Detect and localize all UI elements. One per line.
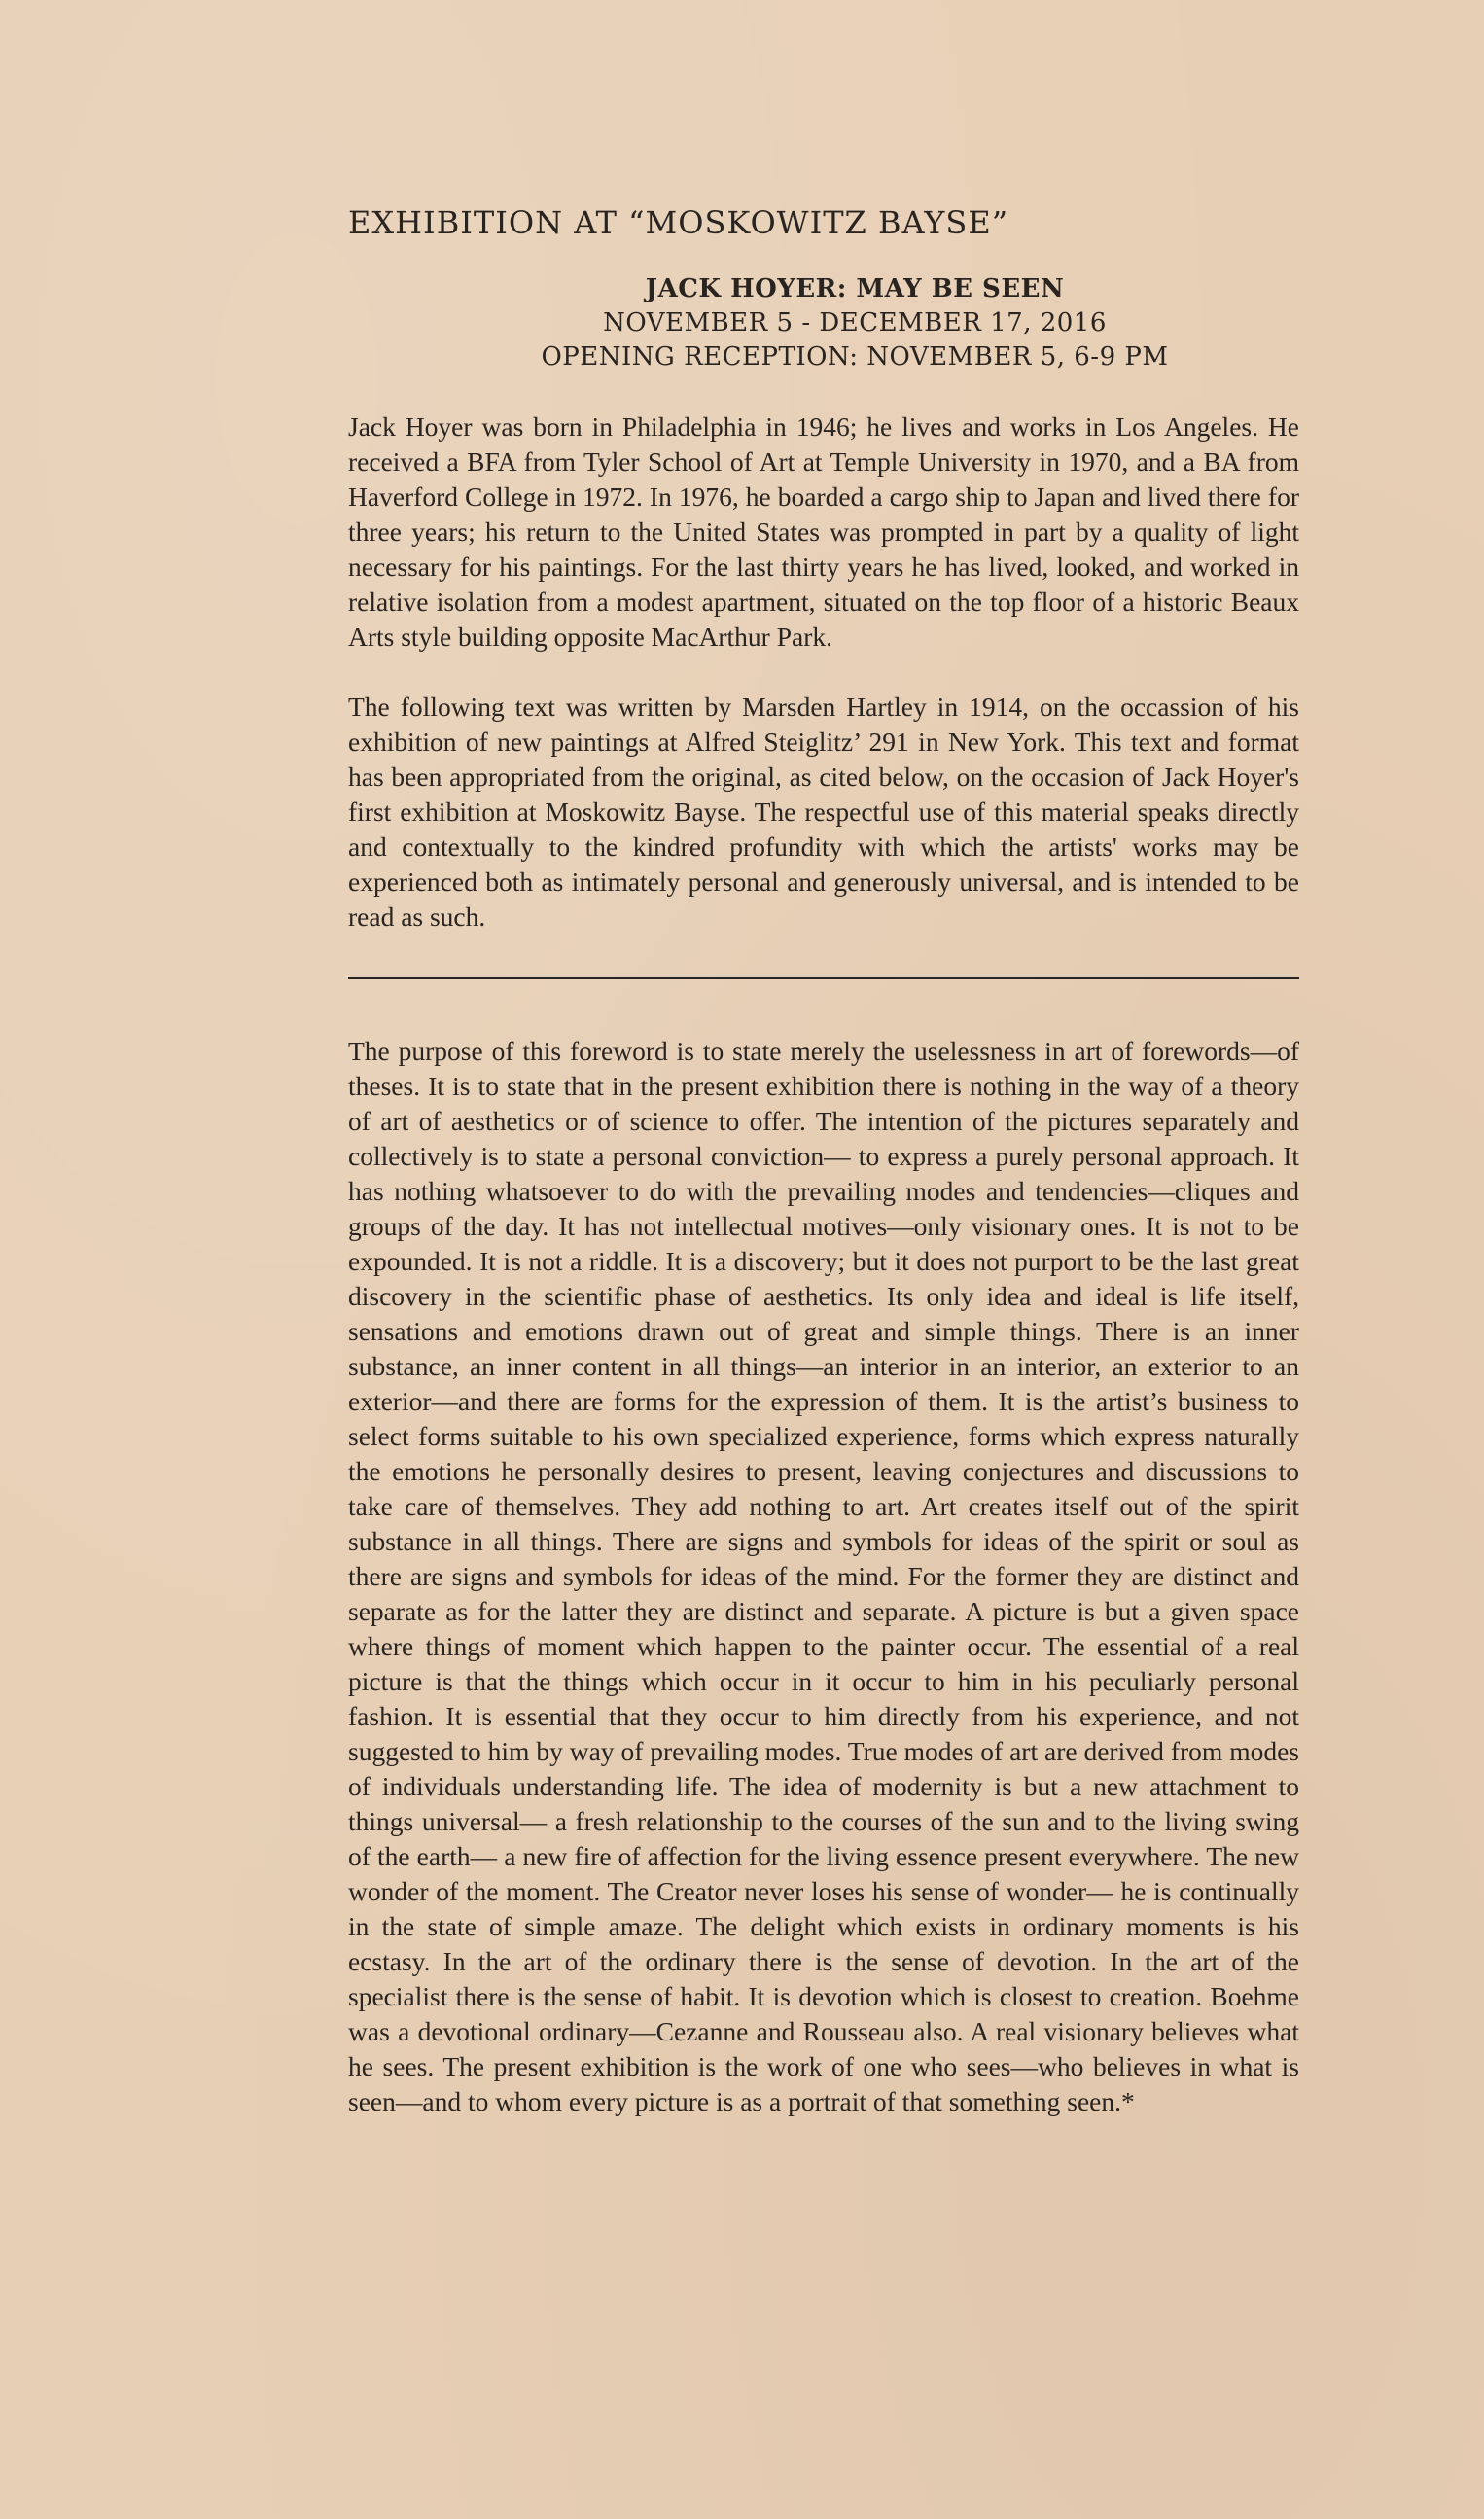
show-dates: NOVEMBER 5 - DECEMBER 17, 2016 <box>603 308 1107 337</box>
appropriation-note-paragraph: The following text was written by Marsden Hartley in 1914, on the occassion of his exhibition of new paintings at Alfred Steiglitz’ 291 in New York. This text and format has been appropriated from the original, as cited below, on the occasion of Jack Hoyer's first exhibition at Moskowitz Bayse. The respectful use of this material speaks directly and contextually to the kindred profundity with which the artists' works may be experienced both as intimately personal and generously universal, and is intended to be read as such. <box>348 692 1299 932</box>
press-release <box>348 195 1299 2119</box>
opening-reception: OPENING RECEPTION: NOVEMBER 5, 6-9 PM <box>541 342 1169 372</box>
section-divider <box>348 977 1299 979</box>
show-name: JACK HOYER: MAY BE SEEN <box>645 274 1065 303</box>
foreword-paragraph: The purpose of this foreword is to state merely the uselessness in art of forewords—of theses. It is to state that in the present exhibition there is nothing in the way of a theory of art of aesthetics or of science to offer. The intention of the pictures separately and collectively is to state a personal conviction— to express a purely personal approach. It has nothing whatsoever to do with the prevailing modes and tendencies—cliques and groups of the day. It has not intellectual motives—only visionary ones. It is not to be expounded. It is not a riddle. It is a discovery; but it does not purport to be the last great discovery in the scientific phase of aesthetics. Its only idea and ideal is life itself, sensations and emotions drawn out of great and simple things. There is an inner substance, an inner content in all things—an interior in an interior, an exterior to an exterior—and there are forms for the expression of them. It is the artist’s business to select forms suitable to his own specialized experience, forms which express naturally the emotions he personally desires to present, leaving conjectures and discussions to take care of themselves. They add nothing to art. Art creates itself out of the spirit substance in all things. There are signs and symbols for ideas of the spirit or soul as there are signs and symbols for ideas of the mind. For the former they are distinct and separate as for the latter they are distinct and separate. A picture is but a given space where things of moment which happen to the painter occur. The essential of a real picture is that the things which occur in it occur to him in his peculiarly personal fashion. It is essential that they occur to him directly from his experience, and not suggested to him by way of prevailing modes. True modes of art are derived from modes of individuals understanding life. The idea of modernity is but a new attachment to things universal— a fresh relationship to the courses of the sun and to the living swing of the earth— a new fire of affection for the living essence present everywhere. The new wonder of the moment. The Creator never loses his sense of wonder— he is continually in the state of simple amaze. The delight which exists in ordinary moments is his ecstasy. In the art of the ordinary there is the sense of devotion. In the art of the specialist there is the sense of habit. It is devotion which is closest to creation. Boehme was a devotional ordinary—Cezanne and Rousseau also. A real visionary believes what he sees. The present exhibition is the work of one who sees—who believes in what is seen—and to whom every picture is as a portrait of that something seen.* <box>348 1036 1299 2116</box>
show-info <box>348 272 1299 374</box>
artist-bio-paragraph: Jack Hoyer was born in Philadelphia in 1946; he lives and works in Los Angeles. He received a BFA from Tyler School of Art at Temple University in 1970, and a BA from Haverford College in 1972. In 1976, he boarded a cargo ship to Japan and lived there for three years; his return to the United States was prompted in part by a quality of light necessary for his paintings. For the last thirty years he has lived, looked, and worked in relative isolation from a modest apartment, situated on the top floor of a historic Beaux Arts style building opposite MacArthur Park. <box>348 411 1299 652</box>
exhibition-title: EXHIBITION AT “MOSKOWITZ BAYSE” <box>348 204 1009 241</box>
